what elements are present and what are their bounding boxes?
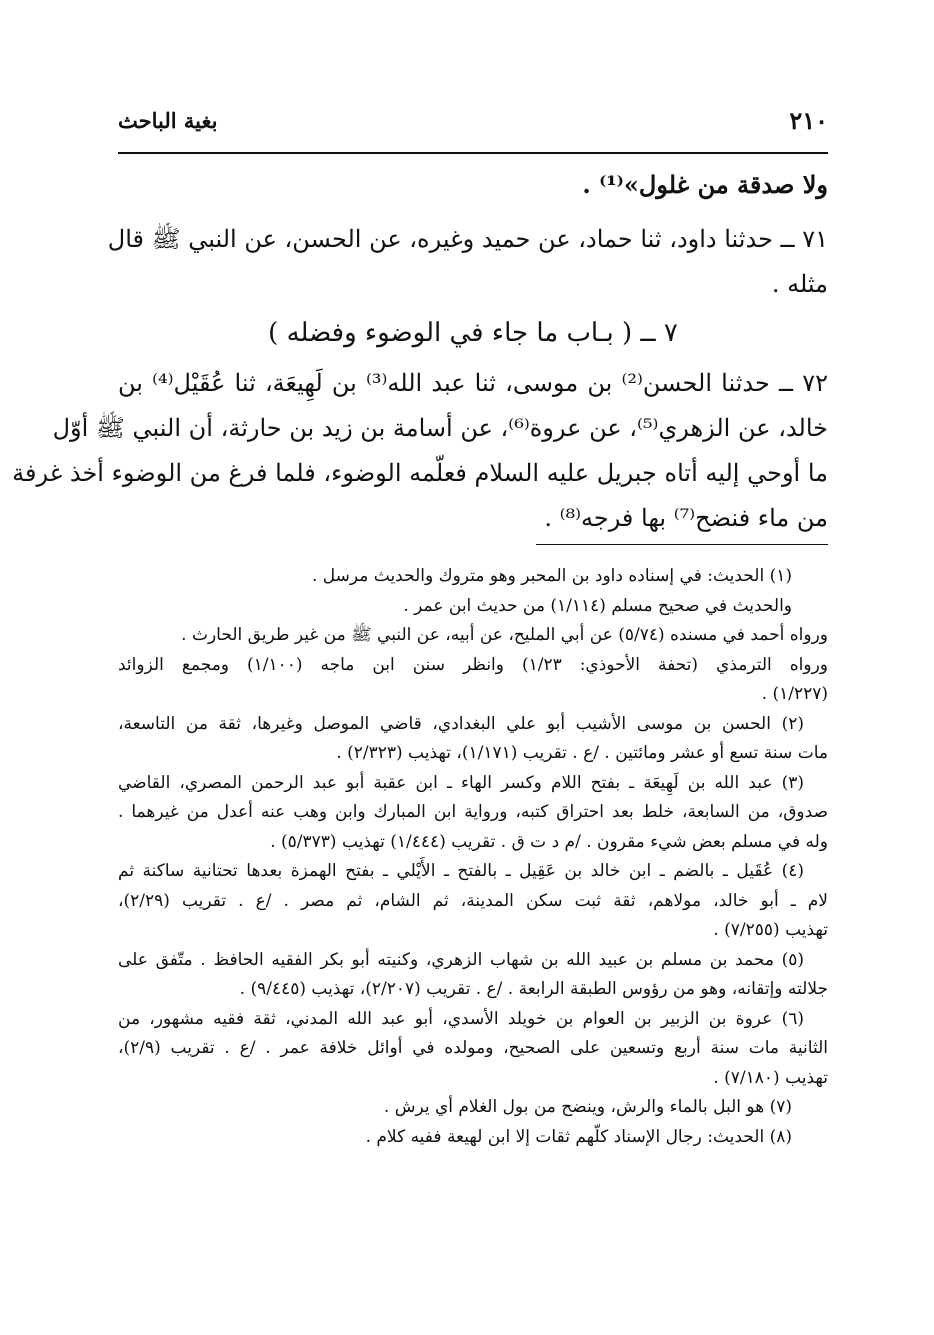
footnote-3-line-3: وله في مسلم بعض شيء مقرون . /م د ت ق . تقريب (١/٤٤٤) تهذيب (٥/٣٧٣) . — [270, 831, 828, 852]
footnote-2-line-1: (٢) الحسن بن موسى الأشيب أبو علي البغدادي، قاضي الموصل وغيرها، ثقة من التاسعة، — [118, 713, 804, 734]
main-text — [12, 162, 828, 541]
footnote-2-line-2: مات سنة تسع أو عشر ومائتين . /ع . تقريب (١/١٧١)، تهذيب (٢/٣٢٣) . — [336, 743, 828, 763]
footnote-3-line-2: صدوق، من السابعة، خلط بعد احتراق كتبه، ورواية ابن المبارك وابن وهب عنه أعدل من غيرهما . — [118, 802, 828, 822]
section-title: ٧ ــ ( بـاب ما جاء في الوضوء وفضله ) — [268, 318, 678, 348]
header-rule — [118, 152, 828, 154]
footnote-1-line-3: ورواه أحمد في مسنده (٥/٧٤) عن أبي المليح، عن أبيه، عن النبي ﷺ من غير طريق الحارث . — [181, 625, 828, 645]
footnotes — [118, 562, 828, 1152]
hadith-71-line-1: ٧١ ــ حدثنا داود، ثنا حماد، عن حميد وغيره، عن الحسن، عن النبي ﷺ قال — [107, 225, 828, 253]
footnote-4-line-2: لام ـ أبو خالد، مولاهم، ثقة ثبت سكن المدينة، ثم الشام، ثم مصر . /ع . تقريب (٢/٢٩)، — [118, 890, 828, 911]
running-title: بغية الباحث — [118, 108, 218, 133]
footnote-1-line-4: ورواه الترمذي (تحفة الأحوذي: ١/٢٣) وانظر سنن ابن ماجه (١/١٠٠) ومجمع الزوائد — [118, 654, 828, 675]
footnote-1-line-5: (١/٢٢٧) . — [761, 684, 828, 704]
footnote-5-line-1: (٥) محمد بن مسلم بن عبيد الله بن شهاب الزهري، وكنيته أبو بكر الفقيه الحافظ . متّفق على — [118, 949, 804, 970]
footnote-1-line-2: والحديث في صحيح مسلم (١/١١٤) من حديث ابن عمر . — [403, 595, 792, 616]
footnote-1-line-1: (١) الحديث: في إسناده داود بن المحبر وهو متروك والحديث مرسل . — [311, 566, 792, 586]
body-line-1: ولا صدقة من غلول»⁽¹⁾ . — [582, 170, 828, 199]
footnote-5-line-2: جلالته وإتقانه، وهو من رؤوس الطبقة الرابعة . /ع . تقريب (٢/٢٠٧)، تهذيب (٩/٤٤٥) . — [239, 979, 828, 999]
hadith-72-line-3: ما أوحي إليه أتاه جبريل عليه السلام فعلّمه الوضوء، فلما فرغ من الوضوء أخذ غرفة — [12, 459, 828, 487]
hadith-71-line-2: مثله . — [771, 270, 828, 298]
footnote-4-line-3: تهذيب (٧/٢٥٥) . — [713, 920, 828, 940]
hadith-72-line-1: ٧٢ ــ حدثنا الحسن⁽²⁾ بن موسى، ثنا عبد الله⁽³⁾ بن لَهِيعَة، ثنا عُقَيْل⁽⁴⁾ بن — [118, 369, 828, 397]
footnote-separator — [536, 544, 828, 545]
footnote-6-line-2: الثانية مات سنة أربع وتسعين على الصحيح، ومولده في أوائل خلافة عمر . /ع . تقريب (٢/٩)، — [118, 1038, 828, 1058]
page-header — [118, 100, 828, 144]
hadith-72-line-2: خالد، عن الزهري⁽⁵⁾، عن عروة⁽⁶⁾، عن أسامة بن زيد بن حارثة، أن النبي ﷺ أوّل — [52, 414, 828, 442]
hadith-72-line-4: من ماء فنضح⁽⁷⁾ بها فرجه⁽⁸⁾ . — [544, 504, 828, 532]
footnote-3-line-1: (٣) عبد الله بن لَهِيعَة ـ بفتح اللام وكسر الهاء ـ ابن عقبة أبو عبد الرحمن المصري، القاضي — [118, 772, 804, 793]
footnote-8: (٨) الحديث: رجال الإسناد كلّهم ثقات إلا ابن لهيعة ففيه كلام . — [365, 1126, 792, 1147]
footnote-6-line-3: تهذيب (٧/١٨٠) . — [713, 1067, 828, 1088]
footnote-4-line-1: (٤) عُقَيل ـ بالضم ـ ابن خالد بن عَقِيل ـ بالفتح ـ الأَيْلي ـ بفتح الهمزة بعدها تحتانية ساكنة ثم — [118, 861, 804, 881]
footnote-6-line-1: (٦) عروة بن الزبير بن العوام بن خويلد الأسدي، أبو عبد الله المدني، ثقة فقيه مشهور، من — [118, 1008, 804, 1029]
footnote-7: (٧) هو البل بالماء والرش، وينضح من بول الغلام أي يرش . — [383, 1097, 792, 1117]
page-number: ٢١٠ — [789, 106, 828, 135]
